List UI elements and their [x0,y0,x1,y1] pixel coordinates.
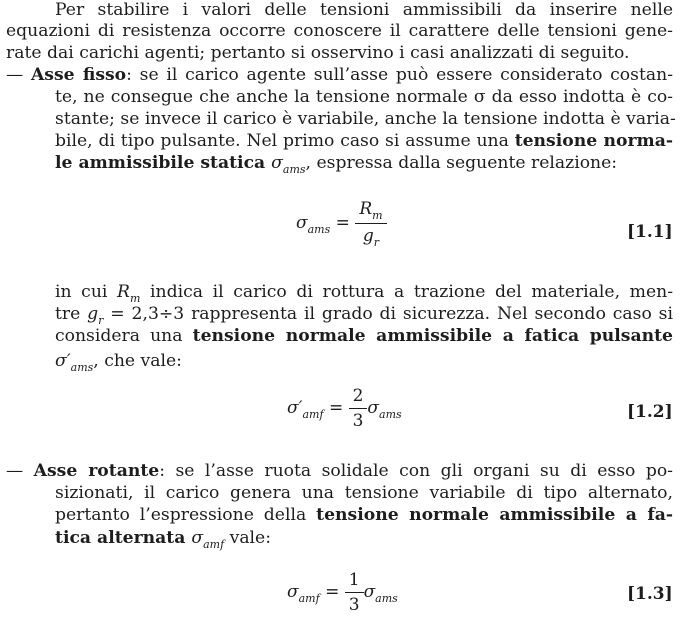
fixed-axle-line-5: le ammissibile statica $\sigma_{ams}$, espressa dalla seguente relazione: [55,153,618,176]
fixed-axle-line-3: stante; se invece il carico è variabile, anche la tensione indotta è varia- [55,109,676,129]
equation-1-2: $\sigma'_{amf}$ = $\frac{2}{3}$ $\sigma_{ams}$ [287,386,402,431]
rotating-axle-term: Asse rotante [33,461,160,481]
fixed-axle-line-4: bile, di tipo pulsante. Nel primo caso si assume una tensione norma- [55,131,673,151]
equation-number-1-1: [1.1] [627,222,673,242]
rotating-axle-line-4: tica alternata $\sigma_{amf}$ vale: [55,528,272,551]
fixed-axle-line-1: — Asse fisso: se il carico agente sull’asse può essere considerato costan- [6,65,673,85]
intro-line-2: equazioni di resistenza occorre conoscere il carattere delle tensioni gene- [6,21,673,41]
fixed-axle-line-2: te, ne consegue che anche la tensione normale σ da esso indotta è co- [55,87,673,107]
rotating-axle-line-1: — Asse rotante: se l’asse ruota solidale con gli organi su di esso po- [6,461,673,481]
intro-line-1: Per stabilire i valori delle tensioni ammissibili da inserire nelle [55,0,673,20]
after-eq1-line-2: tre $g_r = 2,3\div 3$ rappresenta il grado di sicurezza. Nel secondo caso si [55,304,673,327]
after-eq1-line-3: considera una tensione normale ammissibile a fatica pulsante [55,326,673,346]
intro-line-3: rate dai carichi agenti; pertanto si osservino i casi analizzati di seguito. [6,43,630,63]
equation-1-1: $\sigma_{ams}$ = $\frac{R_m}{g_r}$ [296,197,387,250]
rotating-axle-line-2: sizionati, il carico genera una tensione variabile di tipo alternato, [55,483,673,503]
equation-1-3: $\sigma_{amf}$ = $\frac{1}{3}$ $\sigma_{ams}$ [287,570,398,615]
after-eq1-line-1: in cui $R_m$ indica il carico di rottura a trazione del materiale, men- [55,282,674,305]
rotating-axle-line-3: pertanto l’espressione della tensione normale ammissibile a fa- [55,505,673,525]
fixed-axle-term: Asse fisso [30,65,127,85]
after-eq1-line-4: $\sigma'_{ams}$, che vale: [55,351,182,374]
equation-number-1-2: [1.2] [627,402,673,422]
equation-number-1-3: [1.3] [627,584,673,604]
